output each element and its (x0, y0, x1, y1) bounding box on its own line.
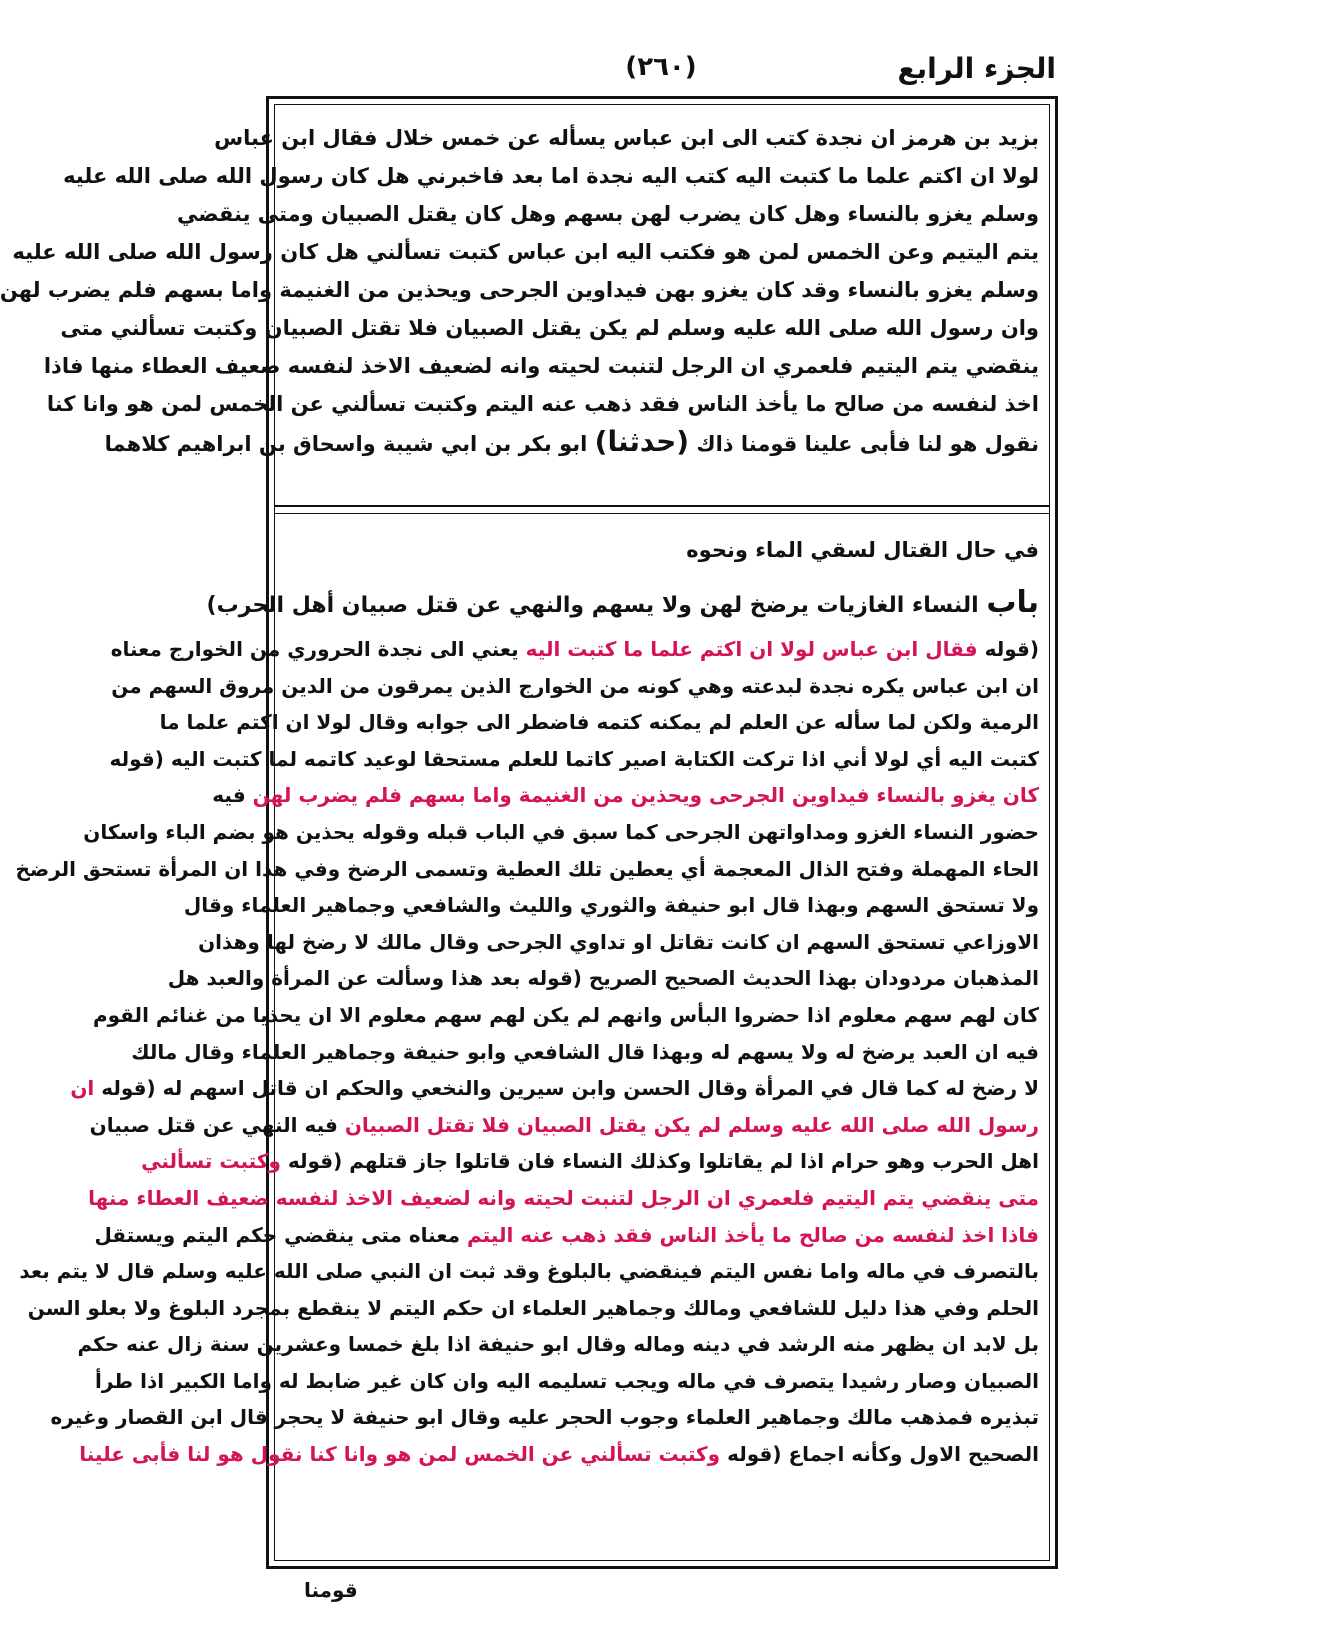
catchword: قومنا (304, 1578, 358, 1602)
commentary-text: الحاء المهملة وفتح الذال المعجمة أي يعطين تلك العطية وتسمى الرضخ وفي هذا ان المرأة تستحق الرضخ (15, 856, 1039, 881)
commentary-text: الاوزاعي تستحق السهم ان كانت تقاتل او تداوي الجرحى وقال مالك لا رضخ لها وهذان (198, 929, 1039, 954)
commentary-line (131, 1034, 1039, 1071)
matn-line: وان رسول الله صلى الله عليه وسلم لم يكن يقتل الصبيان فلا تقتل الصبيان وكتبت تسألني متى (60, 316, 1039, 340)
commentary-text: حضور النساء الغزو ومداواتهن الجرحى كما سبق في الباب قبله وقوله يحذين هو بضم الباء واسكان (83, 819, 1039, 844)
commentary-text: كان لهم سهم معلوم اذا حضروا البأس وانهم لم يكن لهم سهم معلوم الا ان يحذيا من غنائم القوم (92, 1002, 1039, 1027)
commentary-line (159, 704, 1039, 741)
commentary-line (198, 924, 1039, 961)
commentary-text: كتبت اليه أي لولا أني اذا تركت الكتابة اصير كاتما للعلم مستحقا لوعيد كاتمه لما كتبت اليه (قوله (109, 746, 1039, 771)
commentary-text: ان ابن عباس يكره نجدة لبدعته وهي كونه من الخوارج الذين يمرقون من الدين مروق السهم من (111, 673, 1039, 698)
commentary-line (109, 741, 1039, 778)
commentary-text: بل لابد ان يظهر منه الرشد في دينه وماله وقال ابو حنيفة اذا بلغ خمسا وعشرين سنة زال عنه حكم (77, 1332, 1039, 1357)
commentary-block (15, 525, 1039, 1552)
commentary-text: فيه (212, 783, 253, 808)
commentary-line (94, 1217, 1039, 1254)
commentary-text: معناه متى ينقضي حكم اليتم ويستقل (94, 1222, 467, 1247)
matn-line: يتم اليتيم وعن الخمس لمن هو فكتب اليه ابن عباس كتبت تسألني هل كان رسول الله صلى الله عليه (12, 240, 1039, 264)
commentary-line (183, 887, 1039, 924)
commentary-line (88, 1180, 1039, 1217)
part-label: الجزء الرابع (897, 52, 1056, 85)
matn-last-line (104, 423, 1039, 461)
quoted-hadith-text: فقال ابن عباس لولا ان اكتم علما ما كتبت اليه (525, 637, 978, 661)
quoted-hadith-text: كان يغزو بالنساء فيداوين الجرحى ويحذين من الغنيمة واما بسهم فلم يضرب لهن (252, 783, 1039, 808)
matn-line: لولا ان اكتم علما ما كتبت اليه كتب اليه نجدة اما بعد فاخبرني هل كان رسول الله صلى الله عليه (63, 164, 1039, 188)
commentary-line (79, 1436, 1039, 1473)
commentary-text: الصبيان وصار رشيدا يتصرف في ماله ويجب تسليمه اليه وان كان غير ضابط له واما الكبير اذا طرأ (94, 1368, 1039, 1393)
commentary-text: ولا تستحق السهم وبهذا قال ابو حنيفة والثوري والليث والشافعي وجماهير العلماء وقال (183, 893, 1039, 918)
matn-last-line-start: نقول هو لنا فأبى علينا قومنا ذاك (696, 432, 1039, 456)
matn-line: وسلم يغزو بالنساء وهل كان يضرب لهن بسهم وهل كان يقتل الصبيان ومتى ينقضي (176, 202, 1039, 226)
quoted-hadith-text: رسول الله صلى الله عليه وسلم لم يكن يقتل الصبيان فلا تقتل الصبيان (344, 1112, 1039, 1137)
commentary-text: المذهبان مردودان بهذا الحديث الصحيح الصريح (قوله بعد هذا وسألت عن المرأة والعبد هل (167, 966, 1039, 991)
commentary-text: تبذيره فمذهب مالك وجماهير العلماء وجوب الحجر عليه وقال ابو حنيفة لا يحجر قال ابن القصار وغيره (50, 1405, 1039, 1430)
commentary-text: يعني الى نجدة الحروري من الخوارج معناه (110, 637, 526, 661)
quoted-hadith-text: متى ينقضي يتم اليتيم فلعمري ان الرجل لتنبت لحيته وانه لضعيف الاخذ لنفسه ضعيف العطاء منها (88, 1185, 1039, 1210)
commentary-text: فيه ان العبد يرضخ له ولا يسهم له وبهذا قال الشافعي وابو حنيفة وجماهير العلماء وقال مالك (131, 1039, 1039, 1064)
bab-title (206, 575, 1039, 631)
commentary-text: بالتصرف في ماله واما نفس اليتم فينقضي بالبلوغ وقد ثبت ان النبي صلى الله عليه وسلم قال لا يتم بعد (19, 1259, 1039, 1284)
commentary-line (111, 668, 1039, 705)
commentary-line (19, 1253, 1039, 1290)
commentary-line (92, 997, 1039, 1034)
commentary-text: الرمية ولكن لما سأله عن العلم لم يمكنه كتمه فاضطر الى جوابه وقال لولا ان اكتم علما ما (159, 710, 1039, 735)
quoted-hadith-text: وكتبت تسألني (141, 1149, 281, 1174)
section-heading: في حال القتال لسقي الماء ونحوه (686, 538, 1039, 562)
commentary-text: (قوله (977, 637, 1039, 661)
commentary-line (50, 1399, 1039, 1436)
commentary-text: الصحيح الاول وكأنه اجماع (قوله (720, 1442, 1039, 1467)
bab-title-text: النساء الغازيات يرضخ لهن ولا يسهم والنهي عن قتل صبيان أهل الحرب) (206, 593, 979, 618)
commentary-lines (15, 631, 1039, 1473)
commentary-line (83, 814, 1039, 851)
page-number: (٢٦٠) (625, 52, 697, 82)
commentary-text: اهل الحرب وهو حرام اذا لم يقاتلوا وكذلك النساء فان قاتلوا جاز قتلهم (قوله (280, 1149, 1039, 1174)
commentary-line (15, 851, 1039, 888)
commentary-line (212, 777, 1039, 814)
commentary-line (27, 1290, 1039, 1327)
commentary-text: فيه النهي عن قتل صبيان (89, 1112, 345, 1137)
matn-line: بزيد بن هرمز ان نجدة كتب الى ابن عباس يسأله عن خمس خلال فقال ابن عباس (214, 126, 1039, 150)
commentary-text: لا رضخ له كما قال في المرأة وقال الحسن وابن سيرين والنخعي والحكم ان قاتل اسهم له (قوله (94, 1076, 1039, 1101)
quoted-hadith-text: وكتبت تسألني عن الخمس لمن هو وانا كنا نقول هو لنا فأبى علينا (79, 1442, 721, 1467)
matn-text-block (0, 119, 1039, 499)
matn-line: ينقضي يتم اليتيم فلعمري ان الرجل لتنبت لحيته وانه لضعيف الاخذ لنفسه ضعيف العطاء منها فاذا (43, 354, 1039, 378)
commentary-line (70, 1070, 1039, 1107)
section-divider (275, 505, 1049, 514)
page-header (266, 48, 1056, 92)
bab-word: باب (986, 585, 1039, 620)
page-frame-inner (0, 104, 1050, 1561)
commentary-line (94, 1363, 1039, 1400)
commentary-line (141, 1143, 1039, 1180)
quoted-hadith-text: فاذا اخذ لنفسه من صالح ما يأخذ الناس فقد ذهب عنه اليتم (466, 1222, 1039, 1247)
quoted-hadith-text: ان (70, 1076, 95, 1101)
page-frame (0, 96, 1058, 1569)
haddathana-marker: (حدثنا) (594, 425, 690, 458)
matn-line: وسلم يغزو بالنساء وقد كان يغزو بهن فيداوين الجرحى ويحذين من الغنيمة واما بسهم فلم يضرب لهن (0, 278, 1039, 302)
commentary-line (77, 1326, 1039, 1363)
commentary-line (89, 1107, 1039, 1144)
commentary-text: الحلم وفي هذا دليل للشافعي ومالك وجماهير العلماء ان حكم اليتم لا ينقطع بمجرد البلوغ ولا بعلو السن (27, 1295, 1039, 1320)
matn-line: اخذ لنفسه من صالح ما يأخذ الناس فقد ذهب عنه اليتم وكتبت تسألني عن الخمس لمن هو وانا كنا (46, 392, 1039, 416)
commentary-line (167, 960, 1039, 997)
commentary-line (110, 631, 1039, 668)
matn-last-line-end: ابو بكر بن ابي شيبة واسحاق بن ابراهيم كلاهما (104, 432, 588, 456)
